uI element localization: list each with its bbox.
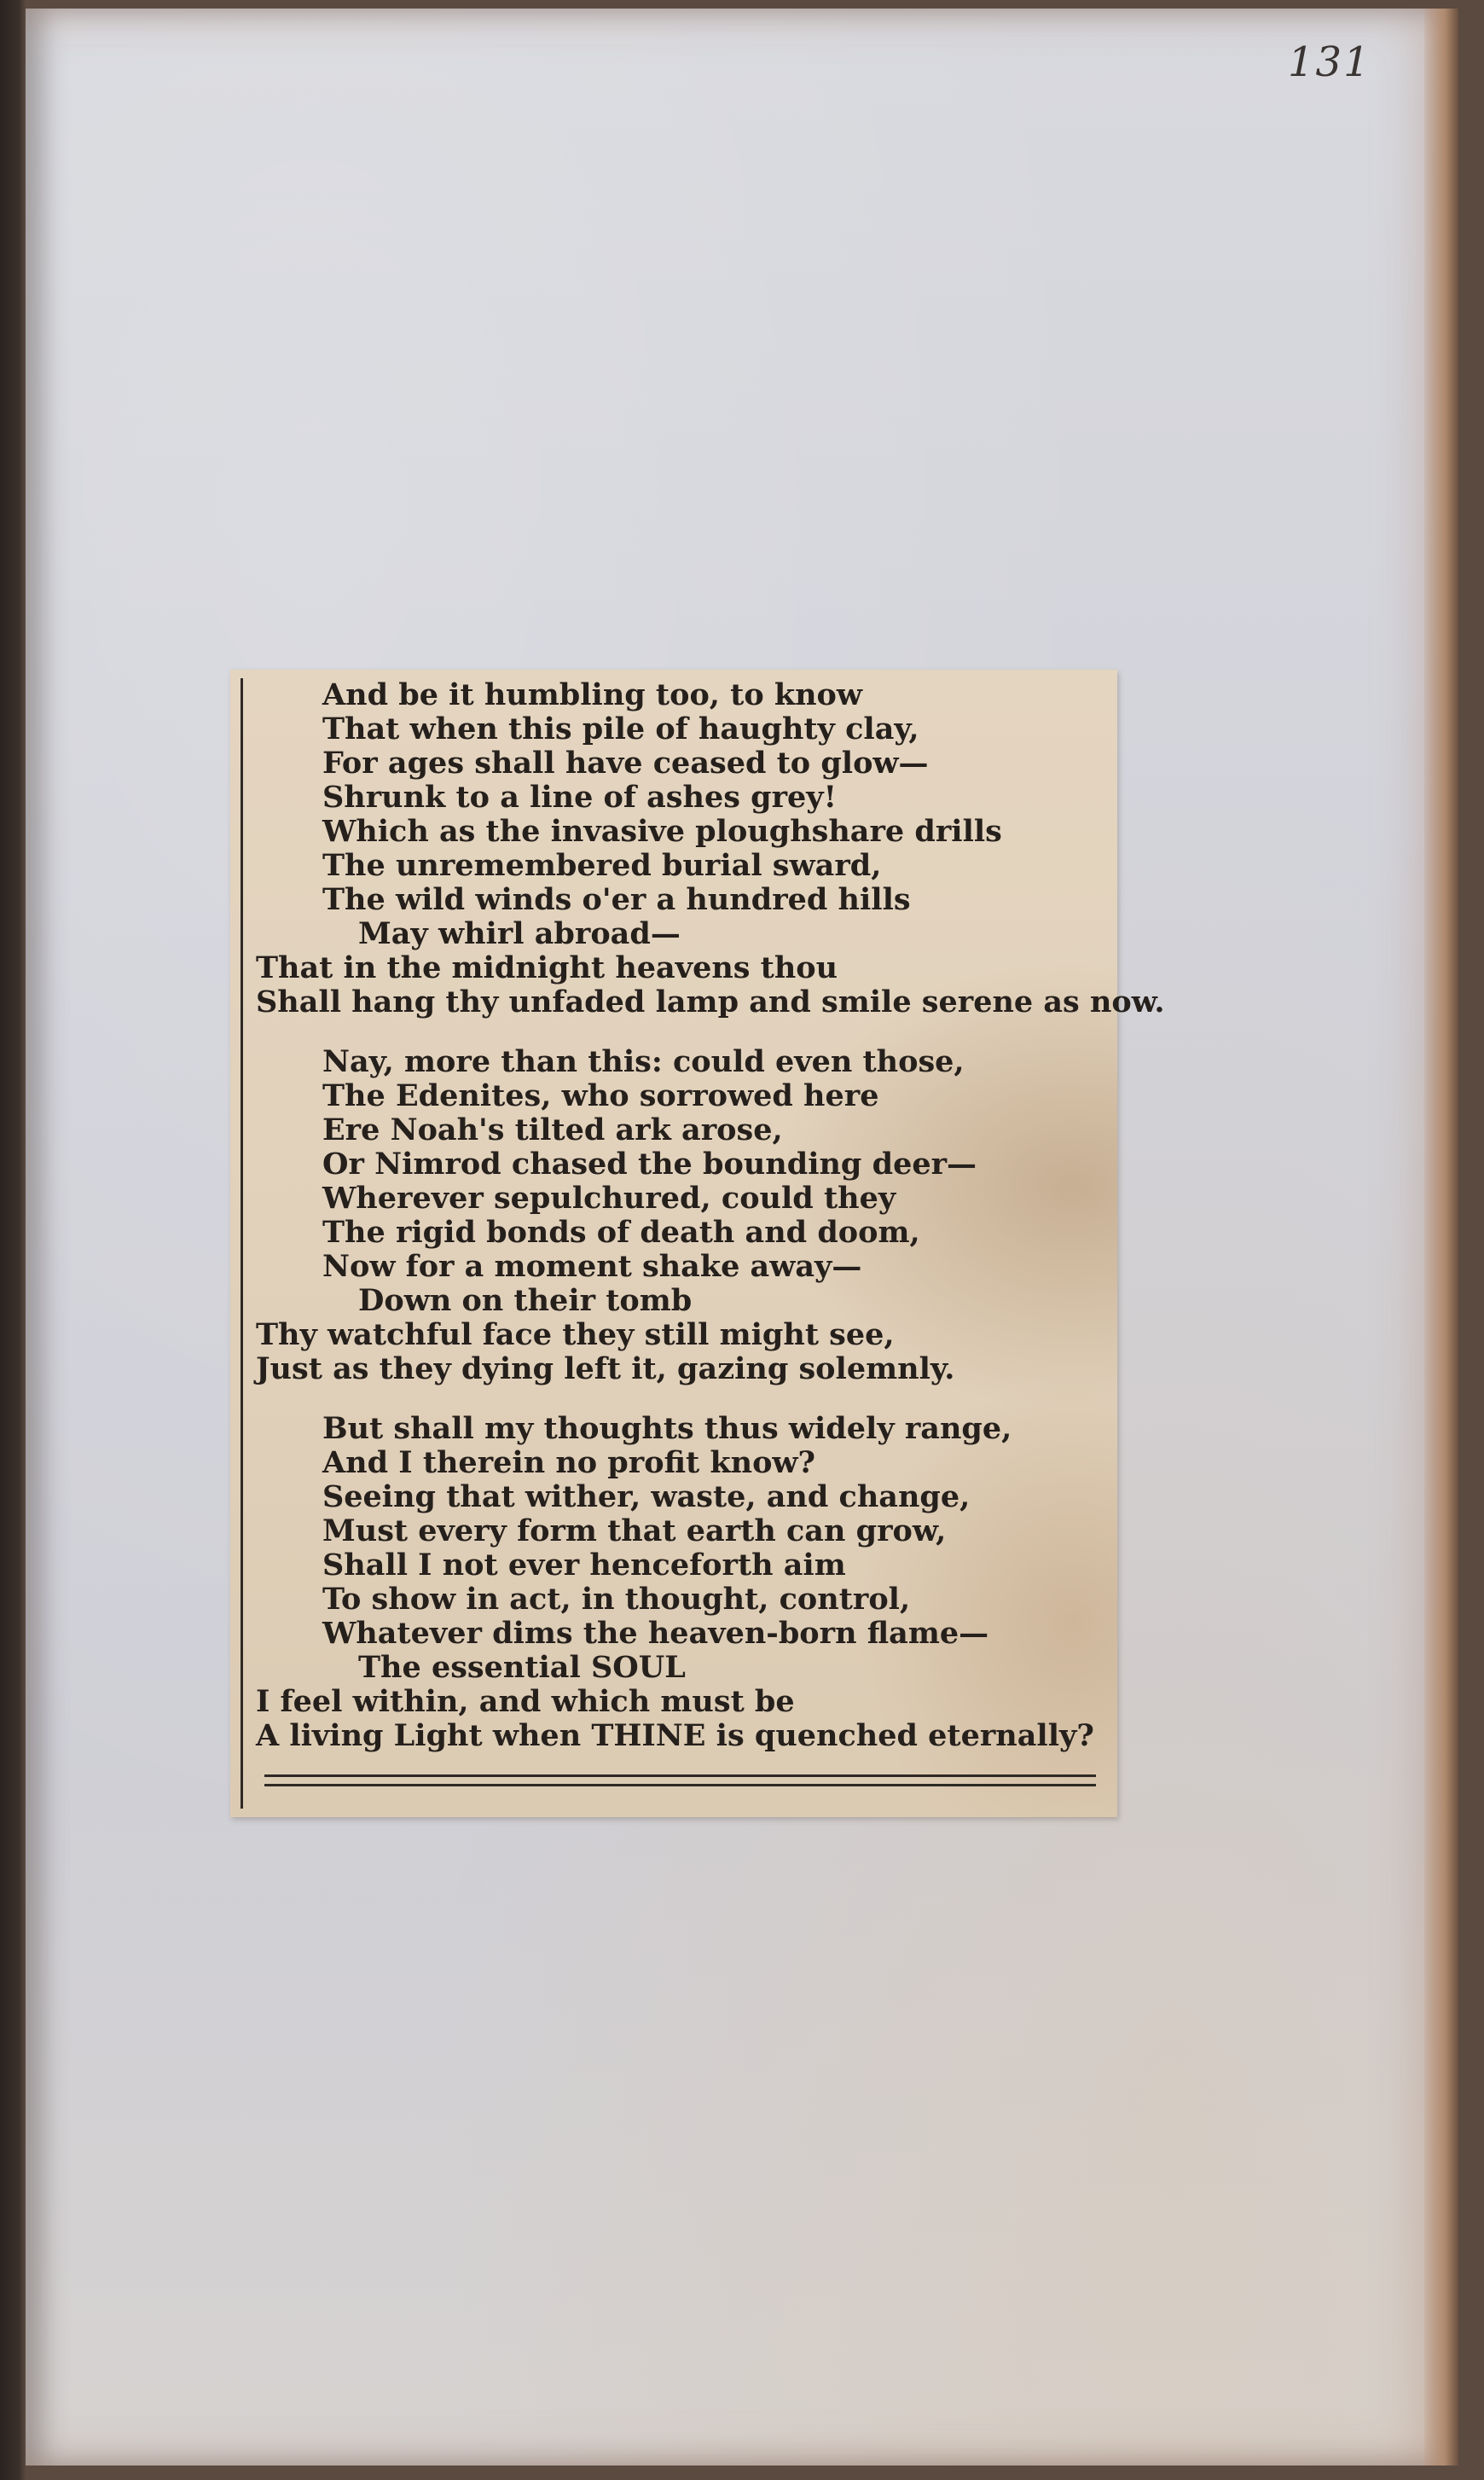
poem-line: The wild winds o'er a hundred hills	[322, 882, 911, 917]
poem-text	[256, 677, 1165, 1779]
poem-line: Seeing that wither, waste, and change,	[322, 1479, 971, 1514]
poem-line: Down on their tomb	[358, 1283, 693, 1318]
poem-line: Nay, more than this: could even those,	[322, 1044, 965, 1079]
poem-line: The unremembered burial sward,	[322, 848, 882, 883]
poem-line: The rigid bonds of death and doom,	[322, 1215, 920, 1250]
poem-line: Which as the invasive ploughshare drills	[322, 814, 1002, 849]
poem-line: Just as they dying left it, gazing solemnly.	[256, 1351, 955, 1386]
poem-line: Shall I not ever henceforth aim	[322, 1548, 846, 1583]
poem-line: And I therein no profit know?	[322, 1445, 816, 1480]
poem-line: Must every form that earth can grow,	[322, 1513, 947, 1548]
stanza	[256, 1412, 1109, 1753]
poem-line: Shall hang thy unfaded lamp and smile serene as now.	[256, 984, 1165, 1019]
column-rule	[241, 678, 243, 1809]
poem-line: That when this pile of haughty clay,	[322, 711, 919, 746]
poem-line: May whirl abroad—	[358, 916, 681, 951]
poem-line: Or Nimrod chased the bounding deer—	[322, 1147, 977, 1182]
double-rule	[264, 1774, 1096, 1786]
poem-line: The Edenites, who sorrowed here	[322, 1078, 879, 1113]
book-page	[26, 9, 1458, 2465]
poem-line: For ages shall have ceased to glow—	[322, 746, 929, 781]
stanza	[256, 1045, 1109, 1386]
stanza	[256, 677, 1165, 1019]
poem-line: The essential SOUL	[358, 1650, 686, 1685]
poem-line: To show in act, in thought, control,	[322, 1582, 911, 1617]
poem-line: But shall my thoughts thus widely range,	[322, 1411, 1012, 1446]
poem-line: I feel within, and which must be	[256, 1684, 795, 1719]
poem-line: A living Light when THINE is quenched eternally?	[256, 1718, 1094, 1753]
page-number: 131	[1288, 38, 1371, 86]
poem-line: Now for a moment shake away—	[322, 1249, 862, 1284]
poem-line: Thy watchful face they still might see,	[256, 1317, 895, 1352]
poem-line: That in the midnight heavens thou	[256, 950, 838, 985]
poem-line: Shrunk to a line of ashes grey!	[322, 780, 837, 815]
newspaper-clipping	[230, 670, 1165, 1817]
page-edge	[1424, 9, 1458, 2465]
poem-line: Whatever dims the heaven-born flame—	[322, 1616, 989, 1651]
poem-line: Ere Noah's tilted ark arose,	[322, 1112, 783, 1147]
poem-line: Wherever sepulchured, could they	[322, 1181, 896, 1216]
poem-line: And be it humbling too, to know	[322, 677, 863, 712]
